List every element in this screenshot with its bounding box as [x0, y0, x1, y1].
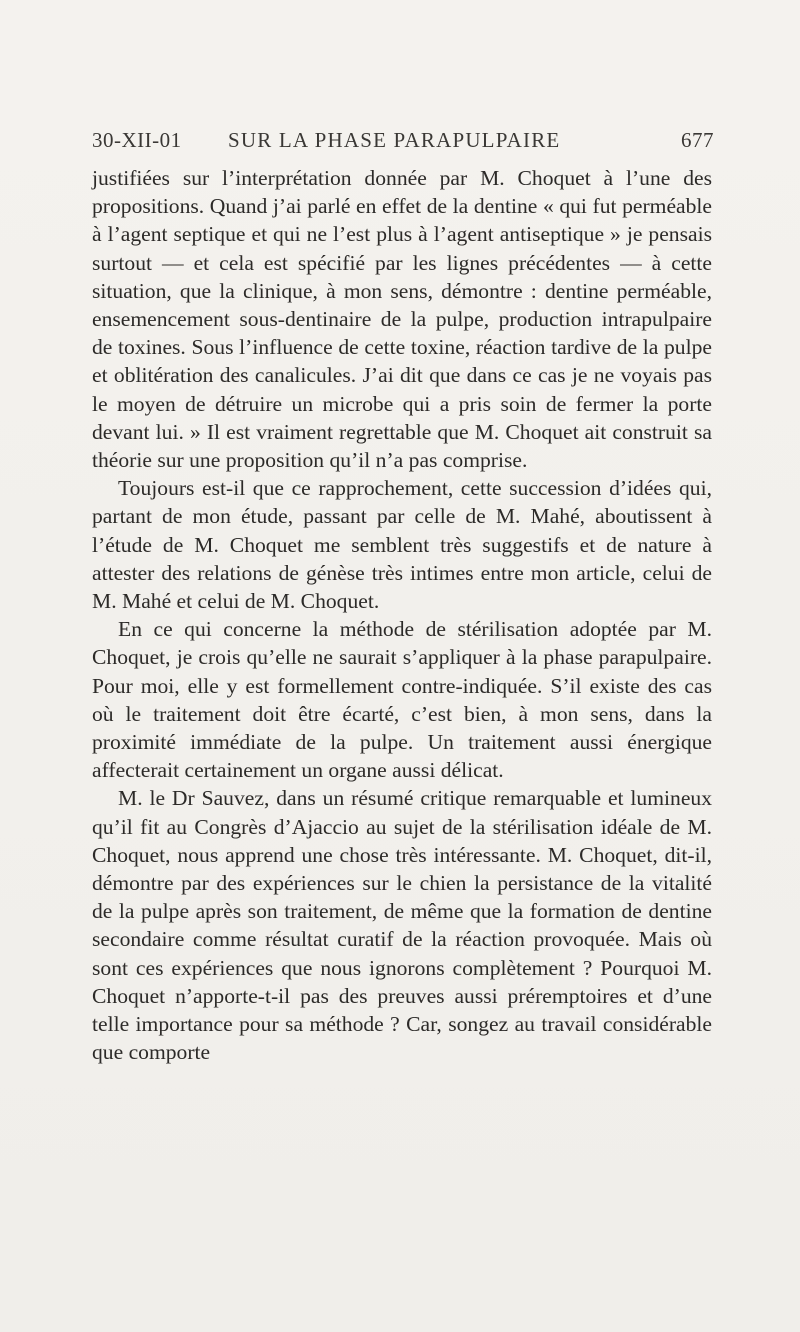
paragraph: M. le Dr Sauvez, dans un résumé critique remarquable et lumineux qu’il fit au Congrès d’Ajaccio au sujet de la stérilisation idéale de M. Choquet, nous apprend une chose très intéressante. M. Choquet, dit-il, démontre par des expériences sur le chien la persistance de la vitalité de la pulpe après son traitement, de même que la formation de dentine secondaire comme résultat curatif de la réaction provoquée. Mais où sont ces expériences que nous ignorons complètement ? Pourquoi M. Choquet n’apporte-t-il pas des preuves aussi préremptoires et d’une telle importance pour sa méthode ? Car, songez au travail considérable que comporte [92, 786, 712, 1065]
paragraph: En ce qui concerne la méthode de stérilisation adoptée par M. Choquet, je crois qu’elle ne saurait s’appliquer à la phase parapulpaire. Pour moi, elle y est formellement contre-indiquée. S’il existe des cas où le traitement doit être écarté, c’est bien, à mon sens, dans la proximité immédiate de la pulpe. Un traitement aussi énergique affecterait certainement un organe aussi délicat. [92, 617, 712, 783]
running-head [92, 128, 714, 158]
header-date: 30-XII-01 [92, 128, 182, 152]
body-text [92, 164, 712, 1067]
paragraph-continued: justifiées sur l’interprétation donnée par M. Choquet à l’une des propositions. Quand j’ai parlé en effet de la dentine « qui fut perméable à l’agent septique et qui ne l’est plus à l’agent antiseptique » je pensais surtout — et cela est spécifié par les lignes précédentes — à cette situation, que la clinique, à mon sens, démontre : dentine perméable, ensemencement sous-dentinaire de la pulpe, production intrapulpaire de toxines. Sous l’influence de cette toxine, réaction tardive de la pulpe et oblitération des canalicules. J’ai dit que dans ce cas je ne voyais pas le moyen de détruire un microbe qui a pris soin de fermer la porte devant lui. » Il est vraiment regrettable que M. Choquet ait construit sa théorie sur une proposition qu’il n’a pas comprise. [92, 166, 712, 473]
paragraph: Toujours est-il que ce rapprochement, cette succession d’idées qui, partant de mon étude, passant par celle de M. Mahé, aboutissent à l’étude de M. Choquet me semblent très suggestifs et de nature à attester des relations de génèse très intimes entre mon article, celui de M. Mahé et celui de M. Choquet. [92, 476, 712, 614]
page-number: 677 [681, 128, 714, 152]
header-title: SUR LA PHASE PARAPULPAIRE [228, 128, 561, 152]
